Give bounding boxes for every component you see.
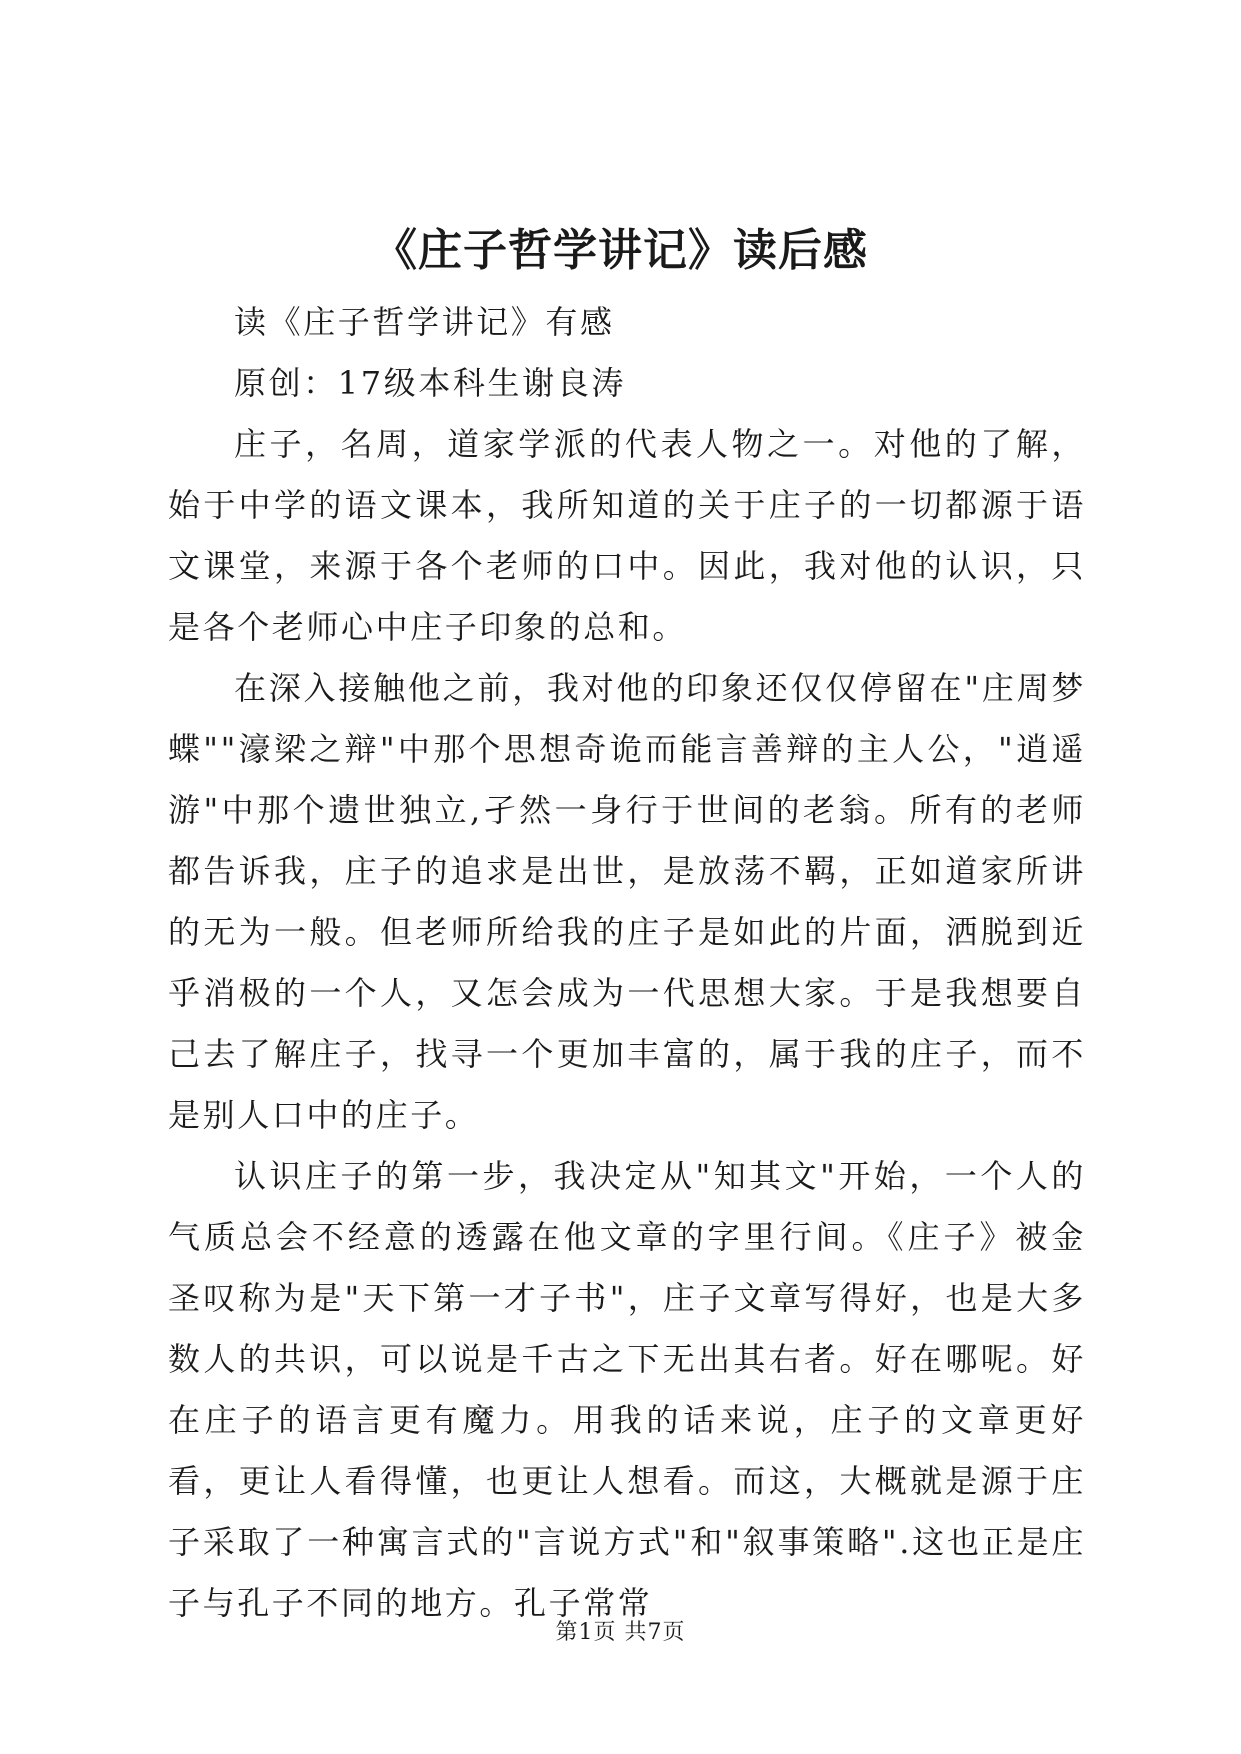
paragraph-3: 认识庄子的第一步，我决定从"知其文"开始，一个人的气质总会不经意的透露在他文章的字里行间。《庄子》被金圣叹称为是"天下第一才子书"，庄子文章写得好，也是大多数人的共识，可以说是千古之下无出其右者。好在哪呢。好在庄子的语言更有魔力。用我的话来说，庄子的文章更好看，更让人看得懂，也更让人想看。而这，大概就是源于庄子采取了一种寓言式的"言说方式"和"叙事策略".这也正是庄子与孔子不同的地方。孔子常常 xyxy=(168,1157,1086,1622)
author-line: 原创：17级本科生谢良涛 xyxy=(234,364,626,402)
document-title: 《庄子哲学讲记》读后感 xyxy=(373,225,868,276)
paragraph-2: 在深入接触他之前，我对他的印象还仅仅停留在"庄周梦蝶""濠梁之辩"中那个思想奇诡而能言善辩的主人公，"逍遥游"中那个遗世独立,孑然一身行于世间的老翁。所有的老师都告诉我，庄子的追求是出世，是放荡不羁，正如道家所讲的无为一般。但老师所给我的庄子是如此的片面，洒脱到近乎消极的一个人，又怎会成为一代思想大家。于是我想要自己去了解庄子，找寻一个更加丰富的，属于我的庄子，而不是别人口中的庄子。 xyxy=(168,669,1086,1134)
subtitle-line: 读《庄子哲学讲记》有感 xyxy=(234,303,615,341)
paragraph-1: 庄子，名周，道家学派的代表人物之一。对他的了解，始于中学的语文课本，我所知道的关于庄子的一切都源于语文课堂，来源于各个老师的口中。因此，我对他的认识，只是各个老师心中庄子印象的总和。 xyxy=(168,425,1086,646)
document-body xyxy=(168,292,1086,1634)
page-footer: 第1页 共7页 xyxy=(555,1620,686,1645)
